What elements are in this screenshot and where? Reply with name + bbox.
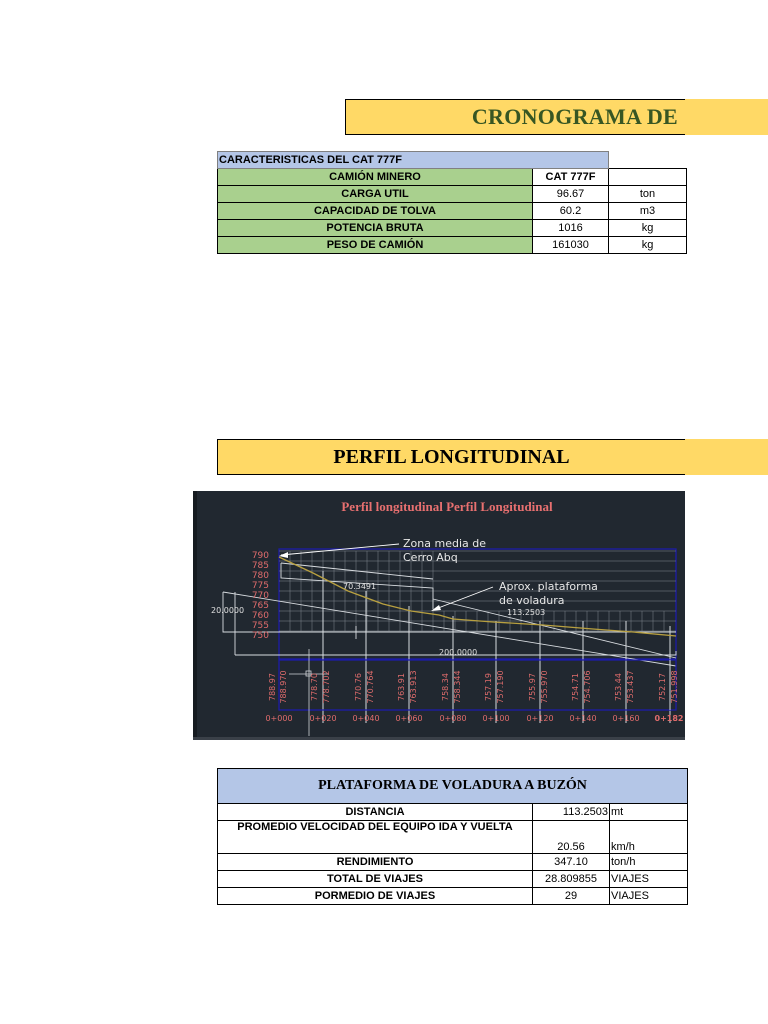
annotation-voladura: de voladura: [499, 594, 565, 607]
spec-unit[interactable]: kg: [609, 237, 687, 254]
terrain-value: 753.44: [614, 673, 623, 701]
annotation-zona: Zona media de: [403, 537, 486, 550]
dim-70: 70.3491: [343, 582, 377, 591]
row-value[interactable]: 28.809855: [533, 871, 610, 888]
design-value: 770.764: [366, 670, 375, 704]
design-value: 755.970: [540, 670, 549, 704]
dim-20: 20.0000: [211, 606, 245, 615]
station-label: 0+120: [526, 714, 554, 723]
row-label[interactable]: DISTANCIA: [218, 804, 533, 821]
design-value: 753.437: [626, 670, 635, 704]
cad-title: Perfil longitudinal Perfil Longitudinal: [341, 499, 553, 514]
spec-label[interactable]: CAMIÓN MINERO: [218, 169, 533, 186]
terrain-value: 758.34: [441, 673, 450, 701]
elev-label: 770: [251, 591, 269, 601]
page-title: CRONOGRAMA DE: [471, 104, 678, 129]
cell-empty[interactable]: [609, 152, 687, 169]
station-label: 0+040: [352, 714, 380, 723]
row-label[interactable]: RENDIMIENTO: [218, 854, 533, 871]
station-label: 0+060: [395, 714, 423, 723]
station-label: 0+140: [569, 714, 597, 723]
row-unit[interactable]: ton/h: [610, 854, 688, 871]
spec-label[interactable]: CAPACIDAD DE TOLVA: [218, 203, 533, 220]
table-row: [218, 821, 688, 854]
row-value[interactable]: 113.2503: [533, 804, 610, 821]
design-value: 758.344: [453, 670, 462, 704]
spec-label[interactable]: CARGA UTIL: [218, 186, 533, 203]
table-row: [218, 237, 687, 254]
row-unit[interactable]: VIAJES: [610, 888, 688, 905]
station-label: 0+100: [482, 714, 510, 723]
terrain-value: 763.91: [397, 673, 406, 701]
design-value: 763.913: [409, 670, 418, 704]
elev-label: 750: [251, 631, 269, 641]
spec-unit[interactable]: m3: [609, 203, 687, 220]
elev-label: 785: [251, 561, 269, 571]
dim-113: 113.2503: [507, 608, 546, 617]
design-value: 757.190: [496, 670, 505, 704]
station-label: 0+160: [612, 714, 640, 723]
spec-label[interactable]: PESO DE CAMIÓN: [218, 237, 533, 254]
terrain-value: 752.17: [658, 673, 667, 701]
annotation-cerro: Cerro Abq: [403, 551, 458, 564]
station-label: 0+182: [654, 714, 684, 723]
elev-label: 775: [251, 581, 269, 591]
truck-specs-table: [217, 151, 687, 254]
table-row: [218, 804, 688, 821]
elev-label: 760: [251, 611, 269, 621]
table-row: [218, 888, 688, 905]
dim-200: 200.0000: [439, 648, 478, 657]
terrain-value: 778.70: [310, 673, 319, 701]
design-value: 788.970: [279, 670, 288, 704]
plataforma-table: [217, 768, 688, 905]
row-value[interactable]: 20.56: [533, 821, 610, 854]
spec-value[interactable]: CAT 777F: [533, 169, 609, 186]
design-value: 754.706: [583, 670, 592, 704]
station-label: 0+000: [265, 714, 293, 723]
spec-value[interactable]: 60.2: [533, 203, 609, 220]
row-label[interactable]: PROMEDIO VELOCIDAD DEL EQUIPO IDA Y VUELTA: [218, 821, 533, 854]
table-row: [218, 203, 687, 220]
specs-header[interactable]: CARACTERISTICAS DEL CAT 777F: [218, 152, 609, 169]
row-value[interactable]: 347.10: [533, 854, 610, 871]
table-row: [218, 169, 687, 186]
table-row: [218, 186, 687, 203]
elev-label: 755: [251, 621, 269, 631]
cad-profile-drawing: [193, 491, 685, 740]
row-label[interactable]: TOTAL DE VIAJES: [218, 871, 533, 888]
row-value[interactable]: 29: [533, 888, 610, 905]
spec-value[interactable]: 1016: [533, 220, 609, 237]
section-title: PERFIL LONGITUDINAL: [333, 446, 570, 468]
plataforma-title[interactable]: PLATAFORMA DE VOLADURA A BUZÓN: [218, 769, 688, 804]
design-value: 751.998: [670, 670, 679, 704]
elev-label: 790: [251, 551, 269, 561]
table-row: [218, 871, 688, 888]
terrain-value: 788.97: [268, 673, 277, 701]
table-row: [218, 220, 687, 237]
terrain-value: 757.19: [484, 673, 493, 701]
terrain-value: 770.76: [354, 673, 363, 701]
elev-label: 765: [251, 601, 269, 611]
profile-svg: [193, 491, 685, 740]
row-unit[interactable]: VIAJES: [610, 871, 688, 888]
row-label[interactable]: PORMEDIO DE VIAJES: [218, 888, 533, 905]
spec-label[interactable]: POTENCIA BRUTA: [218, 220, 533, 237]
station-label: 0+020: [309, 714, 337, 723]
table-row: [218, 854, 688, 871]
terrain-value: 754.71: [571, 673, 580, 701]
elev-label: 780: [251, 571, 269, 581]
annotation-aprox: Aprox. plataforma: [499, 580, 598, 593]
perfil-banner: [217, 439, 768, 475]
spec-unit[interactable]: [609, 169, 687, 186]
spec-unit[interactable]: ton: [609, 186, 687, 203]
design-value: 778.702: [322, 670, 331, 704]
spec-value[interactable]: 161030: [533, 237, 609, 254]
spec-value[interactable]: 96.67: [533, 186, 609, 203]
title-banner: [345, 99, 768, 135]
row-unit[interactable]: km/h: [610, 821, 688, 854]
terrain-value: 755.97: [528, 673, 537, 701]
spec-unit[interactable]: kg: [609, 220, 687, 237]
station-label: 0+080: [439, 714, 467, 723]
row-unit[interactable]: mt: [610, 804, 688, 821]
